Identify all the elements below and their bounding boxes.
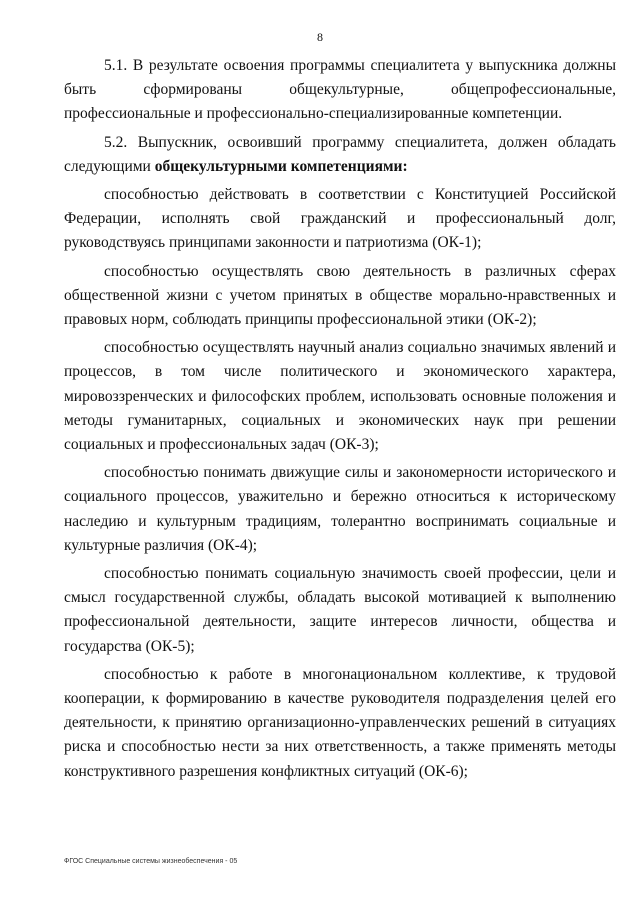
page-footer: ФГОС Специальные системы жизнеобеспечения - 05 [64,858,238,865]
competency-ok-2: способностью осуществлять свою деятельность в различных сферах общественной жизни с учетом принятых в обществе морально-нравственных и правовых норм, соблюдать принципы профессиональной этики (ОК-2); [64,262,616,329]
document-body [64,54,616,788]
page-number: 8 [317,30,323,44]
competency-ok-6: способностью к работе в многонациональном коллективе, к трудовой кооперации, к формированию в качестве руководителя подразделения целей его деятельности, к принятию организационно-управленческих решений в ситуациях риска и способностью нести за них ответственность, а также применять методы конструктивного разрешения конфликтных ситуаций (ОК-6); [64,665,616,780]
paragraph-5-1: 5.1. В результате освоения программы специалитета у выпускника должны быть сформированы общекультурные, общепрофессиональные, профессиональные и профессионально-специализированные компетенции. [64,57,616,123]
paragraph-5-2-lead: 5.2. Выпускник, освоивший программу специалитета, должен обладать следующими [64,133,616,175]
competency-ok-3: способностью осуществлять научный анализ социально значимых явлений и процессов, в том числе политического и экономического характера, мировоззренческих и философских проблем, использовать основные положения и методы гуманитарных, социальных и экономических наук при решении социальных и профессиональных задач (ОК-3); [64,339,616,454]
competency-ok-1: способностью действовать в соответствии с Конституцией Российской Федерации, исполнять свой гражданский и профессиональный долг, руководствуясь принципами законности и патриотизма (ОК-1); [64,186,616,252]
paragraph-5-2-bold: общекультурными компетенциями: [154,157,408,175]
paragraph-5-2 [64,131,616,179]
competency-ok-5: способностью понимать социальную значимость своей профессии, цели и смысл государственной службы, обладать высокой мотивацией к выполнению профессиональной деятельности, защите интересов личности, общества и государства (ОК-5); [64,565,616,655]
competency-ok-4: способностью понимать движущие силы и закономерности исторического и социального процессов, уважительно и бережно относиться к историческому наследию и культурным традициям, толерантно воспринимать социальные и культурные различия (ОК-4); [64,464,616,554]
